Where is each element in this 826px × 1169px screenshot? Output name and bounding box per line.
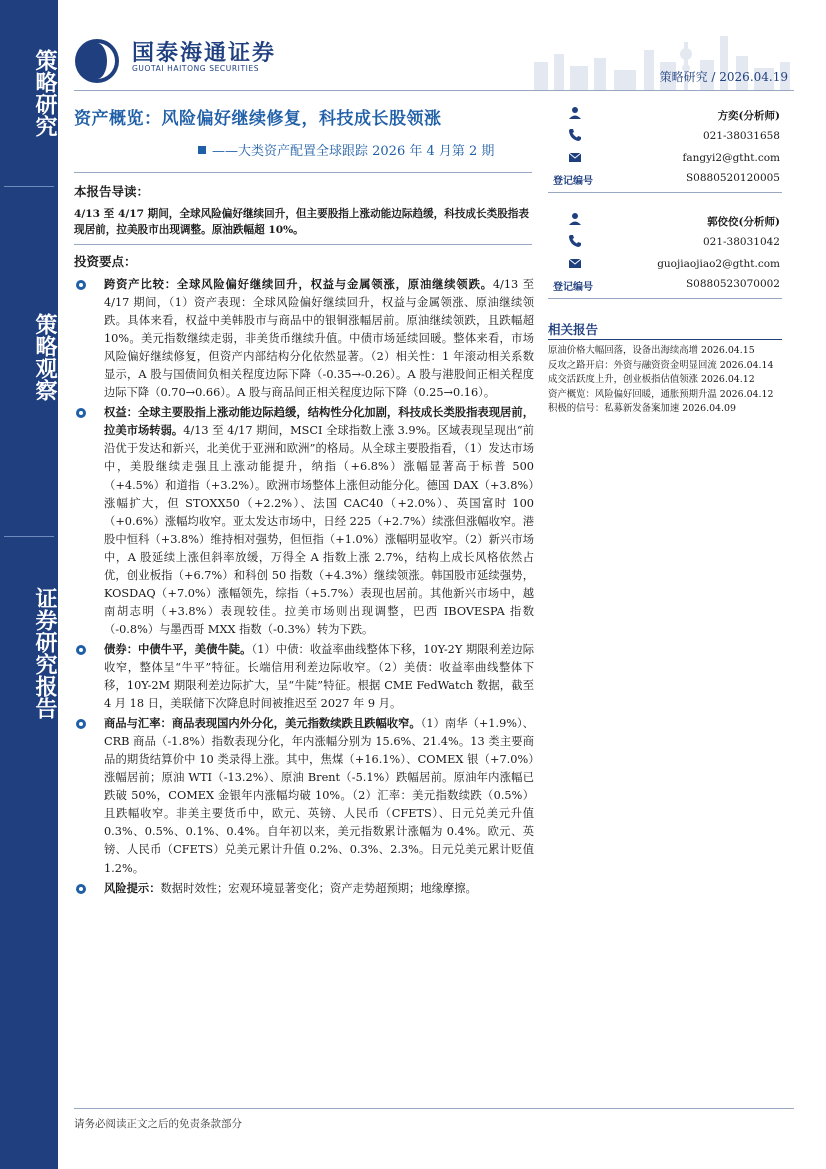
registration-label: 登记编号 xyxy=(553,282,593,293)
sidebar-label-securities-report: 证券研究报告 xyxy=(32,587,57,719)
analyst-email[interactable]: guojiaojiao2@gtht.com xyxy=(657,258,780,270)
related-report-item[interactable]: 成交活跃度上升，创业板指估值领涨 2026.04.12 xyxy=(548,374,755,386)
sidebar-divider xyxy=(4,186,54,187)
analyst-name: 郭佼佼(分析师) xyxy=(707,216,780,228)
registration-number: S0880523070002 xyxy=(685,278,780,290)
report-category-date: 策略研究 / 2026.04.19 xyxy=(659,70,788,84)
analyst-card xyxy=(548,100,780,190)
intro-heading: 本报告导读： xyxy=(74,184,150,199)
person-pen-icon xyxy=(568,212,582,226)
bullet-commodities-fx: 商品与汇率：商品表现国内外分化，美元指数续跌且跌幅收窄。（1）南华（+1.9%）、CRB 商品（-1.8%）指数表现分化，年内涨幅分别为 15.6%、21.4%。13 类主要商品的期货结算价中 10 类录得上涨。其中，焦煤（+16.1%）、COMEX 银（+7.0%）涨幅居前；原油 WTI（-13.2%）、原油 Brent（-5.1%）跌幅居前。原油年内涨幅已跌破 50%，COMEX 金银年内涨幅均破 10%。（2）汇率：美元指数续跌（0.5%）且跌幅收窄。非美主要货币中，欧元、英镑、人民币（CFETS）、日元兑美元升值 0.3%、0.5%、0.1%、0.4%。自年初以来，美元指数累计涨幅为 0.4%。欧元、英镑、人民币（CFETS）兑美元累计升值 0.2%、0.3%、2.3%。日元兑美元累计贬值 1.2%。 xyxy=(74,715,534,877)
company-logo-icon xyxy=(74,38,120,84)
related-reports-heading: 相关报告 xyxy=(548,322,599,337)
related-reports-list xyxy=(548,344,782,417)
related-report-item[interactable]: 原油价格大幅回落，设备出海续高增 2026.04.15 xyxy=(548,345,755,356)
phone-icon xyxy=(568,128,582,142)
analyst-name: 方奕(分析师) xyxy=(717,110,780,122)
related-report-item[interactable]: 资产概览：风险偏好回暖，通胀预期升温 2026.04.12 xyxy=(548,388,774,400)
left-sidebar xyxy=(0,0,58,1169)
bullet-cross-asset: 跨资产比较：全球风险偏好继续回升，权益与金属领涨，原油继续领跌。4/13 至 4/17 期间，（1）资产表现：全球风险偏好继续回升，权益与金属领涨、原油继续领跌。具体来看，权益中美韩股市与商品中的银铜涨幅居前。原油继续领跌，且跌幅超 10%。美元指数继续走弱，非美货币继续升值。中债市场延续回暖。整体来看，市场风险偏好继续修复，但资产内部结构分化依然显著。（2）相关性：1 年滚动相关系数显示，A 股与国债间负相关程度边际下降（-0.35→-0.26）。A 股与港股间正相关程度边际下降（0.70→0.66）。A 股与商品间正相关程度边际下降（0.25→0.16）。 xyxy=(74,276,534,402)
envelope-icon xyxy=(568,256,582,270)
related-report-item[interactable]: 积极的信号：私募新发备案加速 2026.04.09 xyxy=(548,403,736,415)
header-divider xyxy=(74,90,794,91)
analyst-email[interactable]: fangyi2@gtht.com xyxy=(682,152,780,164)
investment-points xyxy=(74,276,534,898)
intro-text: 4/13 至 4/17 期间，全球风险偏好继续回升，但主要股指上涨动能边际趋缓，科技成长类股指表现居前，拉美股市出现调整。原油跌幅超 10%。 xyxy=(74,208,529,236)
bullet-bonds: 债券：中债牛平，美债牛陡。（1）中债：收益率曲线整体下移，10Y-2Y 期限利差边际收窄，整体呈“牛平”特征。长端信用利差边际收窄。（2）美债：收益率曲线整体下移，10Y-2M 期限利差边际扩大，呈“牛陡”特征。根据 CME FedWatch 数据，截至 4 月 18 日，美联储下次降息时间被推迟至 2027 年 9 月。 xyxy=(74,641,534,713)
page-subtitle: ——大类资产配置全球跟踪 2026 年 4 月第 2 期 xyxy=(198,140,494,159)
envelope-icon xyxy=(568,150,582,164)
sidebar-label-strategy-observation: 策略观察 xyxy=(32,313,57,401)
bullet-dot-icon xyxy=(76,280,86,290)
page-title: 资产概览：风险偏好继续修复，科技成长股领涨 xyxy=(74,109,442,129)
company-name-cn: 国泰海通证券 xyxy=(132,41,277,66)
registration-number: S0880520120005 xyxy=(685,172,780,184)
person-pen-icon xyxy=(568,106,582,120)
bullet-dot-icon xyxy=(76,884,86,894)
company-name-en: GUOTAI HAITONG SECURITIES xyxy=(132,64,260,73)
bullet-dot-icon xyxy=(76,719,86,729)
analyst-phone: 021-38031658 xyxy=(702,130,780,142)
bullet-dot-icon xyxy=(76,408,86,418)
sidebar-divider xyxy=(4,536,54,537)
divider xyxy=(548,339,782,340)
divider xyxy=(548,192,782,193)
bullet-risk: 风险提示：数据时效性；宏观环境显著变化；资产走势超预期；地缘摩擦。 xyxy=(74,880,534,898)
bullet-equity: 权益：全球主要股指上涨动能边际趋缓，结构性分化加剧，科技成长类股指表现居前，拉美市场转弱。4/13 至 4/17 期间，MSCI 全球指数上涨 3.9%。区域表现呈现出“前沿优于发达和新兴，北美优于亚洲和欧洲”的格局。从全球主要股指看，（1）发达市场中，美股继续走强且上涨动能提升，纳指（+6.8%）涨幅显著高于标普 500（+4.5%）和道指（+3.2%）。欧洲市场整体上涨但动能分化。德国 DAX（+3.8%）涨幅扩大，但 STOXX50（+2.2%）、法国 CAC40（+2.0%）、英国富时 100（+0.6%）涨幅均收窄。亚太发达市场中，日经 225（+2.7%）续涨但涨幅收窄。港股中恒科（+3.8%）维持相对强势，但恒指（+1.0%）涨幅明显收窄。（2）新兴市场中，A 股延续上涨但斜率放缓，万得全 A 指数上涨 2.7%，结构上成长风格依然占优，创业板指（+6.7%）和科创 50 指数（+4.3%）继续领涨。韩国股市延续强势，KOSDAQ（+7.0%）涨幅领先，综指（+5.7%）表现也居前。其他新兴市场中，越南胡志明（+3.8%）表现较佳。拉美市场则出现调整，巴西 IBOVESPA 指数（-0.8%）与墨西哥 MXX 指数（-0.3%）转为下跌。 xyxy=(74,404,534,639)
divider xyxy=(548,298,782,299)
footer-divider xyxy=(74,1108,794,1109)
points-heading: 投资要点： xyxy=(74,254,137,269)
related-report-item[interactable]: 反攻之路开启：外资与融资资金明显回流 2026.04.14 xyxy=(548,359,774,371)
analyst-phone: 021-38031042 xyxy=(702,236,780,248)
phone-icon xyxy=(568,234,582,248)
disclaimer-note: 请务必阅读正文之后的免责条款部分 xyxy=(74,1118,242,1130)
divider xyxy=(74,244,532,245)
registration-label: 登记编号 xyxy=(553,176,593,187)
square-bullet-icon xyxy=(198,146,206,154)
bullet-dot-icon xyxy=(76,645,86,655)
analyst-card xyxy=(548,208,780,298)
divider xyxy=(74,172,532,173)
sidebar-label-strategy-research: 策略研究 xyxy=(32,49,57,137)
